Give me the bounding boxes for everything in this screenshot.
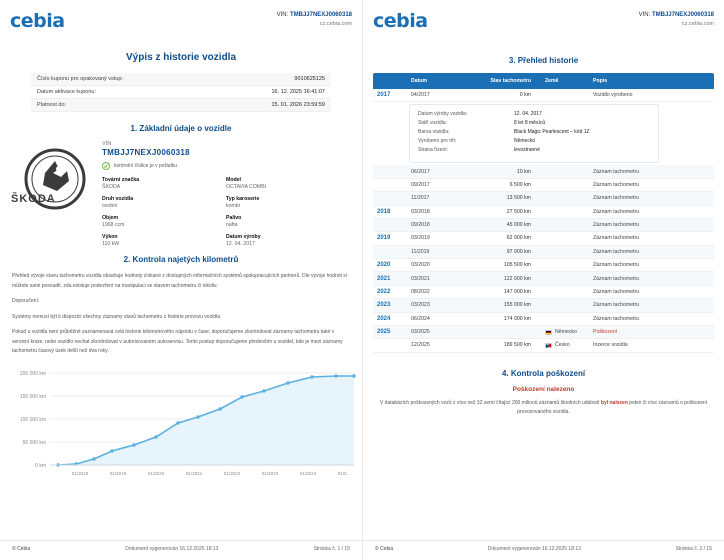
row-odometer: 97 000 km <box>506 248 531 255</box>
row-odometer <box>469 329 541 335</box>
spec-item <box>226 177 350 190</box>
row-country <box>541 249 589 255</box>
check-icon <box>102 162 110 170</box>
country-label: Německo <box>555 329 577 336</box>
odometer-chart <box>0 363 356 483</box>
row-description: Záznam tachometru <box>593 195 640 202</box>
table-row <box>31 86 331 99</box>
row-odometer: 147 000 km <box>503 288 531 295</box>
odometer-paragraphs <box>0 272 362 357</box>
spec-item <box>102 215 226 228</box>
footer-generated: Dokument vygenerován 16.12.2025 18:13 <box>487 546 581 552</box>
table-row <box>373 326 714 339</box>
spec-grid <box>102 177 350 253</box>
row-year: 2018 <box>377 208 391 215</box>
detail-row <box>418 147 650 153</box>
row-description: Záznam tachometru <box>593 288 640 295</box>
vin-check-row <box>102 162 350 170</box>
page-2 <box>362 0 724 560</box>
history-table <box>373 73 714 353</box>
svg-text:01/2022: 01/2022 <box>223 470 241 476</box>
table-row <box>373 299 714 312</box>
table-row <box>373 339 714 352</box>
row-year: 2019 <box>377 235 391 242</box>
svg-text:150 000 km: 150 000 km <box>19 393 46 400</box>
detail-row <box>418 111 650 117</box>
row-description: Záznam tachometru <box>593 235 640 242</box>
row-year: 2023 <box>377 302 391 309</box>
row-description: Vozidlo vyrobeno <box>593 92 633 99</box>
svg-text:0 km: 0 km <box>35 462 46 469</box>
spec-value: 1968 ccm <box>102 222 125 228</box>
detail-key: Stáří vozidla: <box>418 120 447 127</box>
vin-value: TMBJJ7NEXJ0060318 <box>102 148 190 157</box>
detail-value: Německo <box>514 138 536 145</box>
row-country <box>541 326 589 338</box>
spec-item <box>102 177 226 190</box>
section-2-title: 2. Kontrola najetých kilometrů <box>123 255 239 264</box>
row-date: 03/2025 <box>411 329 430 336</box>
footer-page-number: Stránka č. 2 / 15 <box>675 546 712 552</box>
row-date: 08/2022 <box>411 288 430 295</box>
damage-text-highlight: byl nalezen <box>600 399 628 406</box>
row-year: 2022 <box>377 288 391 295</box>
row-description: Záznam tachometru <box>593 208 640 215</box>
row-date: 03/2020 <box>411 262 430 269</box>
table-row <box>31 99 331 112</box>
row-date: 12/2025 <box>411 342 430 349</box>
col-year <box>373 73 407 89</box>
row-description: Poškození <box>593 329 618 336</box>
svg-text:01/2...: 01/2... <box>337 470 351 476</box>
row-odometer: 27 500 km <box>506 208 531 215</box>
row-odometer: 155 000 km <box>503 302 531 309</box>
table-row <box>373 219 714 232</box>
row-year <box>373 342 407 348</box>
table-row <box>373 165 714 178</box>
coupon-value: 9010625125 <box>211 73 331 86</box>
row-year: 2025 <box>377 329 391 336</box>
paragraph: Pokud u vozidla není průběžně zaznamenaná celá historie kilometrového nájezdu v čase, doporučujeme zkontrolovat záznamy tachometru také v servisní knize, nebo vozidlo nechat zkontrolovat v autorizovaném autoservisu. Tento postup doporučujeme především u vozidel, kde je mezi záznamy tachometru časový úsek delší než dva roky. <box>12 329 343 354</box>
coupon-value: 15. 01. 2026 23:59:59 <box>211 99 331 112</box>
table-row <box>373 272 714 285</box>
row-description: Inzerce vozidla <box>593 342 628 349</box>
spec-value: osobní <box>102 203 118 209</box>
country-label: Česko <box>555 342 570 349</box>
site-url: cz.cebia.com <box>681 21 714 27</box>
row-country <box>541 222 589 228</box>
footer-generated: Dokument vygenerován 16.12.2025 18:13 <box>125 546 219 552</box>
brand-wordmark: ŠKODA <box>11 193 56 205</box>
svg-text:01/2019: 01/2019 <box>109 470 127 476</box>
row-year: 2024 <box>377 315 391 322</box>
col-description: Popis <box>593 78 608 84</box>
row-odometer: 62 000 km <box>506 235 531 242</box>
detail-row <box>418 120 650 126</box>
header-vin-block <box>277 11 352 28</box>
coupon-table <box>31 73 331 112</box>
flag-cz-icon <box>545 343 552 348</box>
svg-text:200 000 km: 200 000 km <box>19 370 46 377</box>
row-date: 03/2021 <box>411 275 430 282</box>
row-country <box>541 168 589 174</box>
row-odometer: 174 000 km <box>503 315 531 322</box>
table-row <box>373 246 714 259</box>
header-vin-block <box>639 11 714 28</box>
site-url: cz.cebia.com <box>319 21 352 27</box>
spec-value: 110 kW <box>102 241 120 247</box>
svg-text:01/2023: 01/2023 <box>261 470 279 476</box>
spec-key: Tovární značka <box>102 177 140 183</box>
row-year: 2020 <box>377 262 391 269</box>
detail-value: Black Magic Pearlescent – kód 1Z <box>514 129 590 136</box>
section-3-title: 3. Přehled historie <box>508 56 579 65</box>
spec-key: Datum výroby <box>226 234 261 240</box>
row-country <box>541 289 589 295</box>
coupon-key: Platnost do: <box>31 99 211 112</box>
row-country <box>541 262 589 268</box>
spec-key: Výkon <box>102 234 118 240</box>
svg-text:01/2024: 01/2024 <box>299 470 317 476</box>
row-odometer: 10 km <box>516 168 531 175</box>
row-country <box>541 316 589 322</box>
footer-page-number: Stránka č. 1 / 15 <box>313 546 350 552</box>
detail-value: 8 let 8 měsíců <box>514 120 546 127</box>
row-odometer: 189 500 km <box>503 342 531 349</box>
row-date: 06/2017 <box>411 168 430 175</box>
detail-key: Datum výroby vozidla: <box>418 111 468 118</box>
row-odometer: 13 500 km <box>506 195 531 202</box>
detail-value: 12. 04. 2017 <box>514 111 542 118</box>
spec-key: Palivo <box>226 215 242 221</box>
row-country <box>541 235 589 241</box>
vin-label: VIN: <box>638 12 651 18</box>
spec-value: nafta <box>226 222 238 228</box>
row-odometer: 122 000 km <box>503 275 531 282</box>
row-description: Záznam tachometru <box>593 222 640 229</box>
svg-text:01/2020: 01/2020 <box>147 470 165 476</box>
row-description: Záznam tachometru <box>593 302 640 309</box>
cebia-logo: cebia <box>373 10 428 32</box>
vehicle-info <box>98 141 350 253</box>
coupon-key: Datum aktivace kuponu: <box>31 86 211 99</box>
row-date: 03/2018 <box>411 208 430 215</box>
row-description: Záznam tachometru <box>593 275 640 282</box>
damage-text-part1: V databázích poškozených vozů z více než 32 zemí čítající 200 milionů záznamů škodních událostí <box>379 399 601 406</box>
spec-item <box>226 234 350 247</box>
row-year <box>373 182 407 188</box>
row-date: 03/2023 <box>411 302 430 309</box>
detail-key: Vyrobeno pro trh: <box>418 138 457 145</box>
col-odometer: Stav tachometru <box>490 78 531 84</box>
vehicle-block <box>0 141 362 253</box>
section-4-title: 4. Kontrola poškození <box>501 368 586 378</box>
row-description: Záznam tachometru <box>593 168 640 175</box>
table-row <box>373 286 714 299</box>
row-year <box>373 168 407 174</box>
row-country <box>541 275 589 281</box>
paragraph: Přehled vývoje stavu tachometru vozidla obsahuje hodnoty získané z dostupných informačních systémů spolupracujících partnerů. Dle vývoje hodnot si můžete sami posoudit, zda existuje podezření na manipulaci se stavem tachometru či nikoliv. <box>12 273 347 289</box>
page-1-header <box>0 0 362 44</box>
footer-copyright: © Cebia <box>375 546 394 552</box>
col-country: Země <box>545 78 559 84</box>
spec-key: Objem <box>102 215 119 221</box>
row-date: 03/2019 <box>411 235 430 242</box>
vin-value-header: TMBJJ7NEXJ0060318 <box>651 12 714 18</box>
table-row <box>373 179 714 192</box>
spec-key: Typ karoserie <box>226 196 260 202</box>
page-2-header <box>363 0 724 44</box>
spec-value: OCTAVIA COMBI <box>226 184 267 190</box>
detail-value: levostranné <box>514 147 540 154</box>
paragraph: Systémy nemusí být k dispozici všechny záznamy stavů tachometru z historie provozu vozidla. <box>12 313 222 320</box>
damage-paragraph <box>363 399 724 418</box>
cebia-logo: cebia <box>10 10 65 32</box>
coupon-key: Číslo kuponu pro opakovaný vstup: <box>31 73 211 86</box>
svg-text:01/2021: 01/2021 <box>185 470 203 476</box>
row-country <box>541 209 589 215</box>
row-year <box>373 249 407 255</box>
footer-copyright: © Cebia <box>12 546 31 552</box>
svg-text:100 000 km: 100 000 km <box>19 416 46 423</box>
svg-text:50 000 km: 50 000 km <box>22 439 46 446</box>
spec-item <box>226 215 350 228</box>
row-description: Záznam tachometru <box>593 262 640 269</box>
spec-key: Model <box>226 177 241 183</box>
spec-key: Druh vozidla <box>102 196 134 202</box>
history-table-header <box>373 73 714 89</box>
row-odometer: 45 000 km <box>506 222 531 229</box>
table-row <box>373 259 714 272</box>
page-2-footer <box>363 540 724 552</box>
detail-key: Strana řízení: <box>418 147 449 154</box>
vin-check-text: kontrolní číslice je v pořádku <box>114 163 178 169</box>
row-date: 09/2017 <box>411 181 430 188</box>
row-date: 04/2017 <box>411 92 430 99</box>
table-row <box>31 73 331 86</box>
row-year <box>373 222 407 228</box>
table-row <box>373 313 714 326</box>
row-year: 2021 <box>377 275 391 282</box>
table-row <box>373 206 714 219</box>
spec-value: 12. 04. 2017 <box>226 241 255 247</box>
row-date: 11/2017 <box>411 195 430 202</box>
spec-value: ŠKODA <box>102 184 121 190</box>
row-date: 06/2024 <box>411 315 430 322</box>
spec-item <box>226 196 350 209</box>
col-date: Datum <box>411 78 428 84</box>
row-odometer: 6 500 km <box>509 181 531 188</box>
row-country <box>541 182 589 188</box>
coupon-value: 16. 12. 2025 16:41:07 <box>211 86 331 99</box>
row-odometer: 105 500 km <box>503 262 531 269</box>
page-1-footer <box>0 540 362 552</box>
row-country <box>541 339 589 351</box>
page-title: Výpis z historie vozidla <box>125 52 237 63</box>
row-description: Záznam tachometru <box>593 315 640 322</box>
spec-item <box>102 234 226 247</box>
section-1-title: 1. Základní údaje o vozidle <box>130 124 232 133</box>
table-row <box>373 232 714 245</box>
flag-de-icon <box>545 330 552 335</box>
detail-row <box>418 138 650 144</box>
odometer-chart-svg <box>2 363 362 485</box>
vin-label: VIN: <box>276 12 289 18</box>
spec-value: kombi <box>226 203 240 209</box>
svg-text:01/2018: 01/2018 <box>71 470 89 476</box>
vin-value-header: TMBJJ7NEXJ0060318 <box>289 12 352 18</box>
row-odometer: 0 km <box>519 92 531 99</box>
row-year: 2017 <box>377 92 391 99</box>
row-date: 11/2019 <box>411 248 430 255</box>
damage-text-part2: jeden či více záznamů o poškození provozovaného vozidla. <box>517 399 708 416</box>
row-year <box>373 195 407 201</box>
detail-key: Barva vozidla: <box>418 129 450 136</box>
row-date: 09/2018 <box>411 222 430 229</box>
paragraph: Doporučení: <box>12 298 40 304</box>
damage-status-badge: Poškození nalezeno <box>512 385 575 393</box>
table-row <box>373 89 714 102</box>
row-country <box>541 302 589 308</box>
table-row <box>373 192 714 205</box>
row-country <box>541 92 589 98</box>
spec-item <box>102 196 226 209</box>
row-country <box>541 195 589 201</box>
vin-caption: VIN <box>102 141 112 147</box>
row-description: Záznam tachometru <box>593 181 640 188</box>
row-description: Záznam tachometru <box>593 248 640 255</box>
detail-row <box>418 129 650 135</box>
manufacturer-logo <box>12 141 98 253</box>
vehicle-detail-card <box>409 104 659 163</box>
